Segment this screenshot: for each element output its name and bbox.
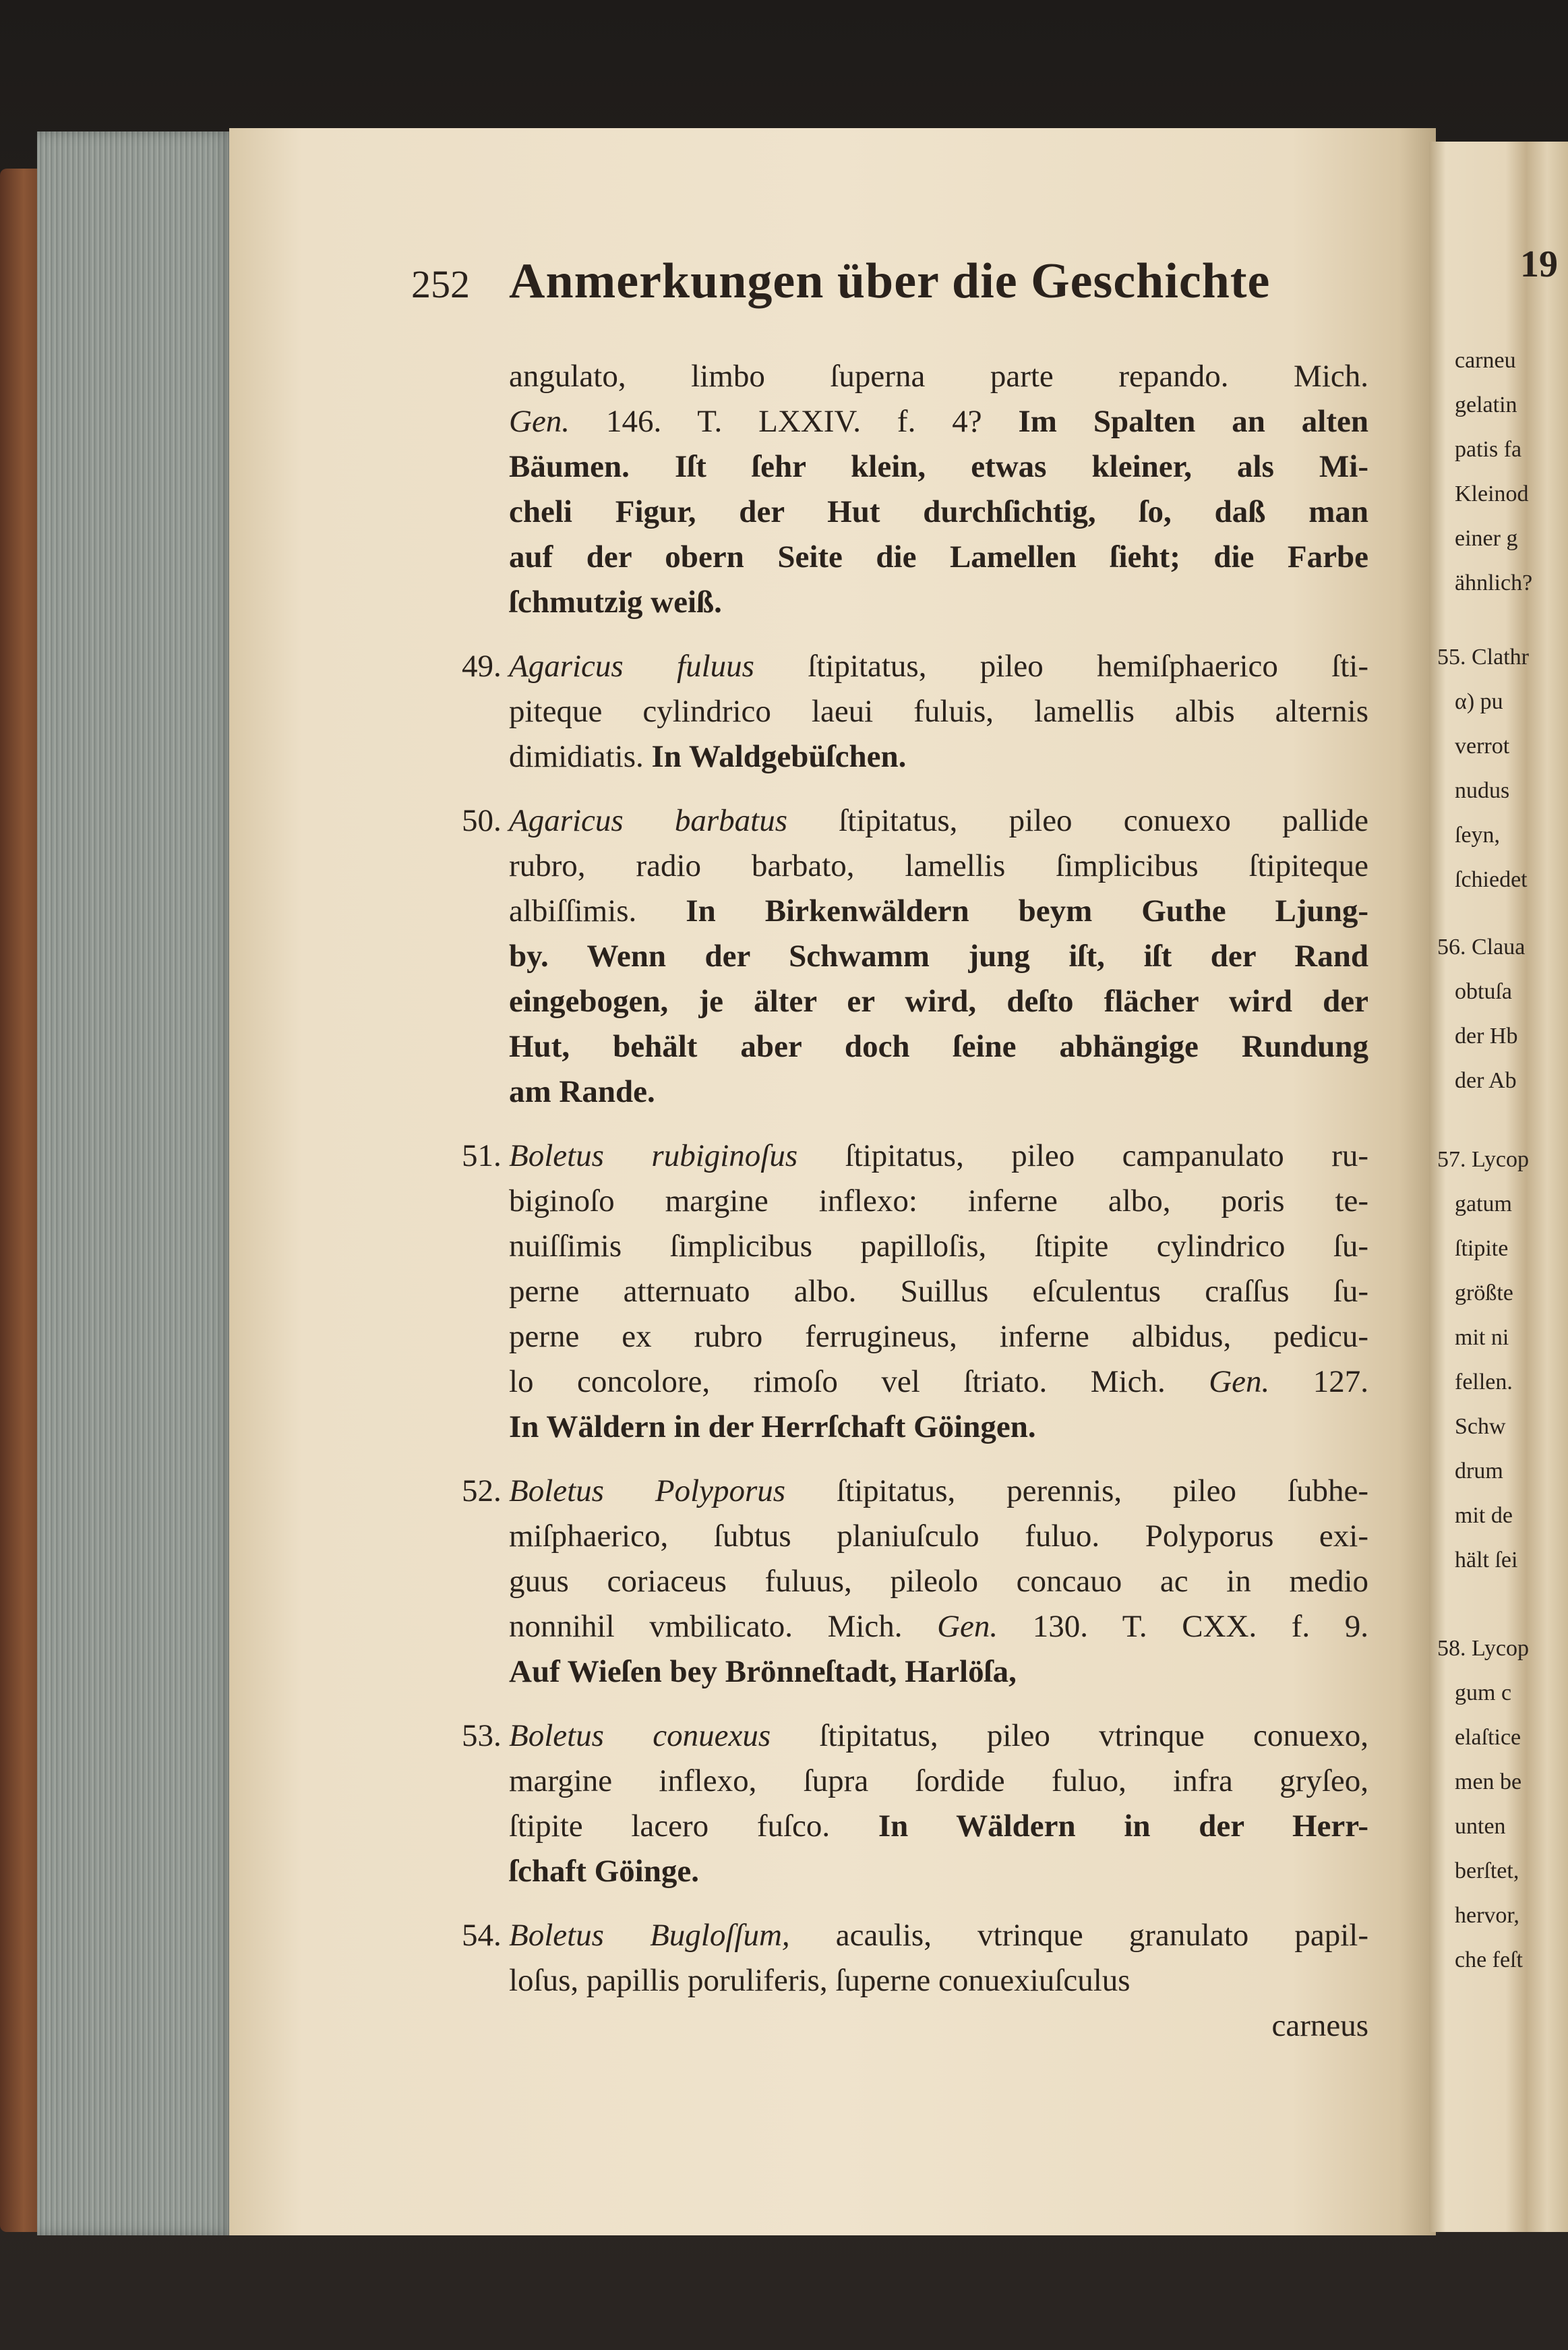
- facing-text-line: 55. Clathr: [1437, 645, 1529, 670]
- text-line: [509, 979, 1368, 1024]
- text-line: [509, 1024, 1368, 1069]
- entry: [462, 798, 1368, 1115]
- latin-text: nuiſſimis ſimplicibus papilloſis, ſtipite cylindrico ſu-: [509, 1229, 1368, 1264]
- latin-text: lo concolore, rimoſo vel ſtriato.: [509, 1364, 1091, 1399]
- facing-text-line: patis fa: [1455, 437, 1522, 462]
- text-line: [509, 399, 1368, 444]
- german-text: ſchaft Göinge.: [509, 1854, 699, 1889]
- latin-text: perne atternuato albo. Suillus eſculentus craſſus ſu-: [509, 1274, 1368, 1309]
- latin-text: Mich.: [1090, 1364, 1209, 1399]
- text-line: [509, 1713, 1368, 1759]
- text-line: [509, 889, 1368, 934]
- facing-text-line: α) pu: [1455, 689, 1503, 714]
- latin-text: nonnihil vmbilicato.: [509, 1609, 828, 1644]
- facing-text-line: ähnlich?: [1455, 570, 1533, 595]
- latin-text: 146. T. LXXIV. f. 4?: [570, 404, 1019, 439]
- text-line: [509, 1559, 1368, 1604]
- facing-text-line: elaſtice: [1455, 1725, 1521, 1750]
- text-line: [509, 580, 1368, 625]
- page-edges-stack: [37, 131, 233, 2235]
- latin-text: ſtipitatus, pileo conuexo pallide: [787, 803, 1368, 838]
- text-line: [509, 1069, 1368, 1115]
- latin-text: ſtipitatus, pileo campanulato ru-: [797, 1138, 1368, 1173]
- latin-text: angulato, limbo ſuperna parte repando.: [509, 359, 1294, 394]
- latin-text: albiſſimis.: [509, 893, 686, 929]
- latin-name: Gen.: [1209, 1364, 1270, 1399]
- latin-name: Boletus Bugloſſum,: [509, 1918, 790, 1953]
- text-line: [509, 734, 1368, 780]
- facing-text-line: hervor,: [1455, 1903, 1519, 1928]
- german-text: In Wäldern in der Herr-: [878, 1809, 1368, 1844]
- entry: [462, 1469, 1368, 1695]
- text-line: [509, 1649, 1368, 1695]
- text-line: [509, 1405, 1368, 1450]
- german-text: Auf Wieſen bey Brönneſtadt, Harlöſa,: [509, 1654, 1017, 1689]
- entry-number: 54.: [462, 1918, 502, 1953]
- facing-text-line: einer g: [1455, 526, 1518, 551]
- text-line: [509, 1469, 1368, 1514]
- facing-text-line: obtuſa: [1455, 979, 1512, 1004]
- text-line: [509, 1134, 1368, 1179]
- text-line: [509, 1359, 1368, 1405]
- german-text: eingebogen, je älter er wird, deſto flächer wird der: [509, 984, 1368, 1019]
- text-line: [509, 1314, 1368, 1359]
- latin-text: loſus, papillis poruliferis, ſuperne conuexiuſculus: [509, 1963, 1130, 1998]
- entry: [509, 354, 1368, 625]
- facing-text-line: gatum: [1455, 1192, 1512, 1216]
- text-line: [509, 490, 1368, 535]
- german-text: In Wäldern in der Herrſchaft Göingen.: [509, 1409, 1036, 1444]
- entry: [462, 1713, 1369, 1894]
- latin-name: Gen.: [937, 1609, 998, 1644]
- latin-text: perne ex rubro ferrugineus, inferne albidus, pedicu-: [509, 1319, 1368, 1354]
- latin-text: guus coriaceus fuluus, pileolo concauo ac in medio: [509, 1564, 1368, 1599]
- latin-text: miſphaerico, ſubtus planiuſculo fuluo. Polyporus exi-: [509, 1519, 1368, 1554]
- text-line: [509, 1849, 1368, 1894]
- entry-number: 50.: [462, 803, 502, 838]
- entry-number: 49.: [462, 649, 502, 684]
- german-text: In Waldgebüſchen.: [651, 739, 907, 774]
- text-line: [509, 1604, 1368, 1649]
- text-line: [509, 1958, 1368, 2003]
- page-number: 252: [411, 262, 470, 306]
- facing-text-line: ſtipite: [1455, 1236, 1509, 1261]
- facing-text-line: der Ab: [1455, 1068, 1517, 1093]
- german-text: Hut, behält aber doch ſeine abhängige Rundung: [509, 1029, 1368, 1064]
- latin-text: Mich.: [827, 1609, 938, 1644]
- latin-text: Mich.: [1294, 359, 1368, 394]
- german-text: ſchmutzig weiß.: [509, 585, 722, 620]
- text-line: [509, 354, 1368, 399]
- latin-text: 130. T. CXX. f. 9.: [998, 1609, 1368, 1644]
- german-text: Bäumen. Iſt ſehr klein, etwas kleiner, als Mi-: [509, 449, 1368, 484]
- latin-text: dimidiatis.: [509, 739, 652, 774]
- german-text: am Rande.: [509, 1074, 655, 1109]
- facing-text-line: fellen.: [1455, 1370, 1513, 1394]
- facing-text-line: hält ſei: [1455, 1548, 1518, 1573]
- german-text: cheli Figur, der Hut durchſichtig, ſo, daß man: [509, 494, 1368, 529]
- facing-text-line: größte: [1455, 1281, 1513, 1305]
- catchword: carneus: [1271, 2008, 1368, 2043]
- german-text: auf der obern Seite die Lamellen ſieht; die Farbe: [509, 539, 1368, 575]
- german-text: by. Wenn der Schwamm jung iſt, iſt der Rand: [509, 939, 1368, 974]
- german-text: In Birkenwäldern beym Guthe Ljung-: [686, 893, 1368, 929]
- running-head: Anmerkungen über die Geschichte: [509, 254, 1271, 309]
- text-line: [509, 1514, 1368, 1559]
- latin-text: ſtipitatus, pileo hemiſphaerico ſti-: [754, 649, 1368, 684]
- entry-number: 53.: [462, 1718, 502, 1753]
- facing-text-line: gelatin: [1455, 392, 1517, 417]
- facing-text-line: ſchiedet: [1455, 867, 1528, 892]
- text-line: [509, 798, 1368, 844]
- latin-text: biginoſo margine inflexo: inferne albo, poris te-: [509, 1183, 1368, 1218]
- entry: [462, 1134, 1368, 1450]
- latin-text: rubro, radio barbato, lamellis ſimplicibus ſtipiteque: [509, 848, 1368, 883]
- text-line: [509, 1804, 1368, 1849]
- facing-page-number: 19: [1520, 243, 1558, 285]
- entry: [462, 644, 1368, 780]
- text-line: [509, 689, 1368, 734]
- facing-text-line: ſeyn,: [1455, 823, 1501, 848]
- facing-text-line: nudus: [1455, 778, 1510, 803]
- facing-text-line: men be: [1455, 1769, 1522, 1794]
- entry-number: 52.: [462, 1473, 502, 1508]
- latin-name: Gen.: [509, 404, 570, 439]
- latin-name: Boletus conuexus: [509, 1718, 771, 1753]
- facing-text-line: Schw: [1455, 1414, 1506, 1439]
- latin-text: ſtipite lacero fuſco.: [509, 1809, 878, 1844]
- page-body: [462, 354, 1369, 2049]
- text-line: [509, 1179, 1368, 1224]
- text-line: [509, 644, 1368, 689]
- german-text: Im Spalten an alten: [1018, 404, 1369, 439]
- text-line: [509, 444, 1368, 490]
- latin-text: margine inflexo, ſupra ſordide fuluo, infra gryſeo,: [509, 1763, 1368, 1798]
- latin-name: Agaricus barbatus: [509, 803, 788, 838]
- facing-text-line: gum c: [1455, 1680, 1512, 1705]
- entry-number: 51.: [462, 1138, 502, 1173]
- latin-text: ſtipitatus, perennis, pileo ſubhe-: [785, 1473, 1368, 1508]
- text-line: [509, 535, 1368, 580]
- latin-name: Boletus Polyporus: [509, 1473, 786, 1508]
- latin-text: ſtipitatus, pileo vtrinque conuexo,: [771, 1718, 1369, 1753]
- facing-text-line: che feſt: [1455, 1947, 1523, 1972]
- text-line: [509, 844, 1368, 889]
- facing-text-line: berſtet,: [1455, 1858, 1519, 1883]
- facing-text-line: 56. Claua: [1437, 935, 1526, 960]
- facing-page: [1429, 142, 1568, 2232]
- text-line: [509, 1759, 1368, 1804]
- facing-text-line: mit de: [1455, 1503, 1513, 1528]
- text-line: [509, 1224, 1368, 1269]
- latin-text: 127.: [1269, 1364, 1368, 1399]
- facing-text-line: carneu: [1455, 348, 1516, 373]
- text-line: [509, 1269, 1368, 1314]
- facing-text-line: drum: [1455, 1459, 1503, 1484]
- latin-text: acaulis, vtrinque granulato papil-: [789, 1918, 1368, 1953]
- latin-text: piteque cylindrico laeui fuluis, lamellis albis alternis: [509, 694, 1368, 729]
- facing-text-line: mit ni: [1455, 1325, 1509, 1350]
- facing-text-line: der Hb: [1455, 1024, 1518, 1049]
- text-line: [509, 934, 1368, 979]
- facing-text-line: unten: [1455, 1814, 1506, 1839]
- latin-name: Agaricus fuluus: [509, 649, 754, 684]
- facing-text-line: verrot: [1455, 734, 1510, 759]
- facing-text-line: Kleinod: [1455, 481, 1529, 506]
- facing-text-line: 58. Lycop: [1437, 1636, 1529, 1661]
- latin-name: Boletus rubiginoſus: [509, 1138, 798, 1173]
- entry: [462, 1913, 1368, 2003]
- facing-text-line: 57. Lycop: [1437, 1147, 1529, 1172]
- text-line: [509, 1913, 1368, 1958]
